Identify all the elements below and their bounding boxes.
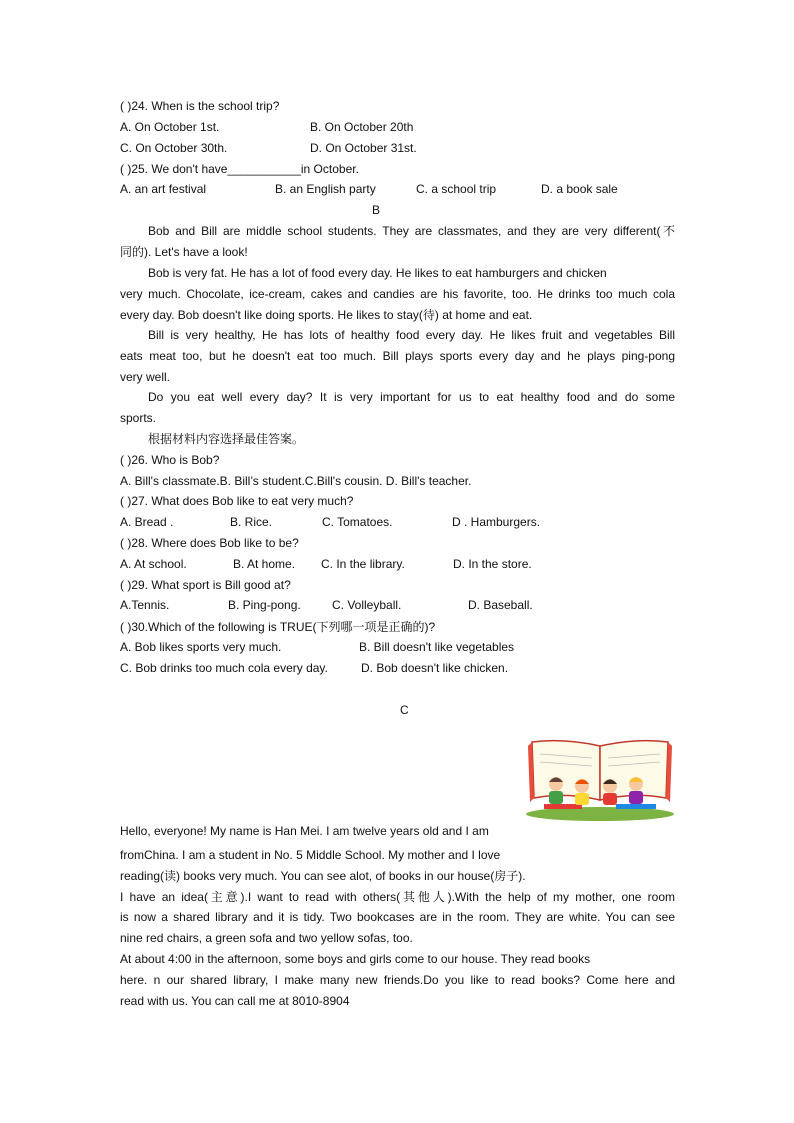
- passage-c-line: here. n our shared library, I make many new friends.Do you like to read books? Come here and: [120, 973, 675, 987]
- passage-b-line: Do you eat well every day? It is very important for us to eat healthy food and do some: [148, 390, 675, 404]
- q28-option-c: C. In the library.: [321, 557, 405, 571]
- passage-b-line: very much. Chocolate, ice-cream, cakes and candies are his favorite, too. He drinks too much cola: [120, 287, 675, 301]
- q30-option-c: C. Bob drinks too much cola every day.: [120, 661, 328, 675]
- passage-b-line: every day. Bob doesn't like doing sports. He likes to stay(待) at home and eat.: [120, 308, 533, 322]
- q30-option-d: D. Bob doesn't like chicken.: [361, 661, 509, 675]
- q27-option-a: A. Bread .: [120, 515, 174, 529]
- q27-option-d: D . Hamburgers.: [452, 515, 541, 529]
- q26-options: A. Bill's classmate.B. Bill’s student.C.Bill's cousin. D. Bill's teacher.: [120, 474, 472, 488]
- q24-option-b: B. On October 20th: [310, 120, 414, 134]
- passage-c-line: fromChina. I am a student in No. 5 Middle School. My mother and I love: [120, 848, 501, 862]
- q28-stem: ( )28. Where does Bob like to be?: [120, 536, 299, 550]
- passage-b-line: very well.: [120, 370, 171, 384]
- q28-option-a: A. At school.: [120, 557, 187, 571]
- q29-stem: ( )29. What sport is Bill good at?: [120, 578, 291, 592]
- q24-stem: ( )24. When is the school trip?: [120, 99, 280, 113]
- q24-option-c: C. On October 30th.: [120, 141, 228, 155]
- passage-b-line: Bill is very healthy, He has lots of healthy food every day. He likes fruit and vegetables Bill: [148, 328, 675, 342]
- q28-option-d: D. In the store.: [453, 557, 532, 571]
- passage-c-line: I have an idea(主意).I want to read with others(其他人).With the help of my mother, one room: [120, 890, 675, 904]
- q30-option-b: B. Bill doesn't like vegetables: [359, 640, 515, 654]
- q30-option-a: A. Bob likes sports very much.: [120, 640, 282, 654]
- passage-c-line: nine red chairs, a green sofa and two yellow sofas, too.: [120, 931, 413, 945]
- q27-option-c: C. Tomatoes.: [322, 515, 393, 529]
- passage-c-line: is now a shared library and it is tidy. Two bookcases are in the room. They are white. You can see: [120, 910, 675, 924]
- passage-c-line: At about 4:00 in the afternoon, some boys and girls come to our house. They read books: [120, 952, 591, 966]
- section-b-label: B: [372, 203, 381, 217]
- passage-b-line: Bob and Bill are middle school students. They are classmates, and they are very different(不: [148, 224, 675, 238]
- q28-option-b: B. At home.: [233, 557, 296, 571]
- q25-option-a: A. an art festival: [120, 182, 207, 196]
- passage-c-line: reading(读) books very much. You can see alot, of books in our house(房子).: [120, 869, 526, 883]
- passage-b-line: sports.: [120, 411, 157, 425]
- section-c-label: C: [400, 703, 409, 717]
- q29-option-b: B. Ping-pong.: [228, 598, 301, 612]
- passage-c-line: read with us. You can call me at 8010-8904: [120, 994, 350, 1008]
- passage-c-line: Hello, everyone! My name is Han Mei. I am twelve years old and I am: [120, 824, 489, 838]
- q29-option-c: C. Volleyball.: [332, 598, 402, 612]
- q25-option-d: D. a book sale: [541, 182, 618, 196]
- q29-option-a: A.Tennis.: [120, 598, 170, 612]
- q27-option-b: B. Rice.: [230, 515, 273, 529]
- passage-b-line: eats meat too, but he doesn't eat too much. Bill plays sports every day and he plays ping-pong: [120, 349, 675, 363]
- q30-stem: ( )30.Which of the following is TRUE(下列哪一项是正确的)?: [120, 620, 436, 634]
- q26-stem: ( )26. Who is Bob?: [120, 453, 220, 467]
- passage-b-line: Bob is very fat. He has a lot of food every day. He likes to eat hamburgers and chicken: [148, 266, 607, 280]
- passage-b-line: 同的). Let's have a look!: [120, 245, 248, 259]
- q24-option-a: A. On October 1st.: [120, 120, 220, 134]
- q27-stem: ( )27. What does Bob like to eat very much?: [120, 494, 354, 508]
- children-reading-book-illustration: [524, 738, 676, 822]
- q24-option-d: D. On October 31st.: [310, 141, 417, 155]
- q25-option-c: C. a school trip: [416, 182, 497, 196]
- q25-option-b: B. an English party: [275, 182, 376, 196]
- instruction: 根据材料内容选择最佳答案。: [148, 432, 305, 446]
- q25-stem: ( )25. We don't have___________in October.: [120, 162, 359, 176]
- q29-option-d: D. Baseball.: [468, 598, 533, 612]
